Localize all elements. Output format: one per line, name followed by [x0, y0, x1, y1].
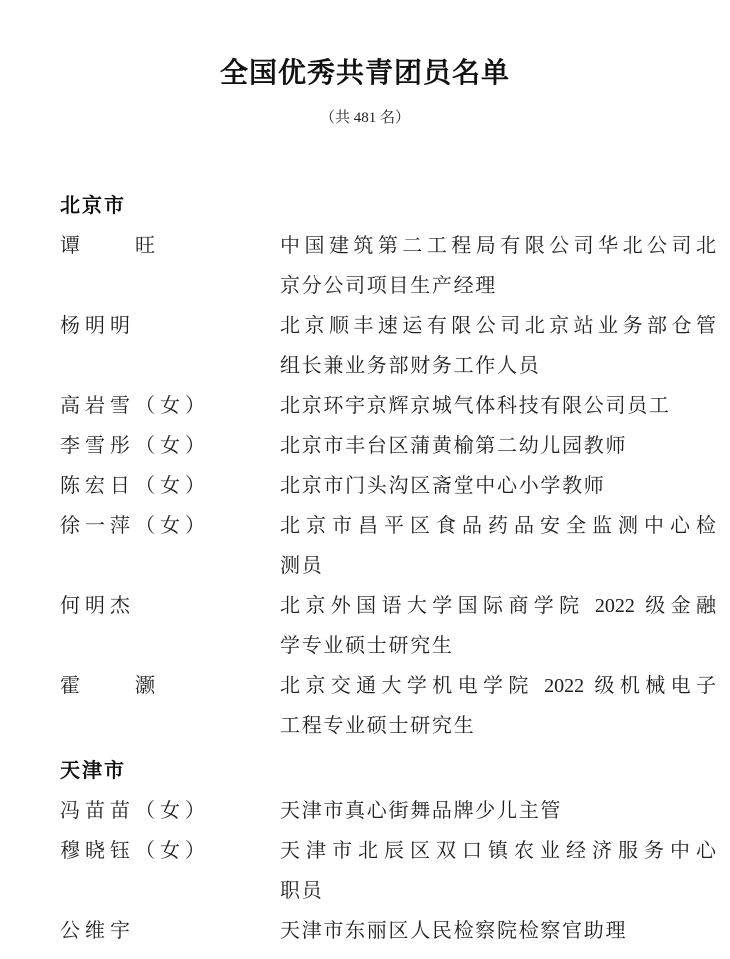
entry-description: [280, 831, 716, 911]
entry-description: [280, 911, 716, 951]
entry-row: [60, 386, 716, 426]
description-line: 北京环宇京辉京城气体科技有限公司员工: [280, 395, 671, 417]
entry-description: [280, 506, 716, 586]
entry-row: [60, 506, 716, 586]
section-header: 北京市: [60, 195, 126, 217]
entry-name: 徐一萍（女）: [60, 515, 210, 537]
entry-name: 穆晓钰（女）: [60, 840, 210, 862]
entry-row: [60, 466, 716, 506]
entry-description: [280, 386, 716, 426]
entry-name: 何明杰: [60, 595, 135, 617]
page-subtitle: （共 481 名）: [319, 110, 410, 126]
entry-row: [60, 306, 716, 386]
entry-description: [280, 586, 716, 666]
entry-description: [280, 666, 716, 746]
description-line: 北京市昌平区食品药品安全监测中心检: [280, 515, 716, 537]
entry-name: 李雪彤（女）: [60, 435, 210, 457]
entry-row: [60, 791, 716, 831]
entry-description: [280, 466, 716, 506]
description-line: 北京市门头沟区斋堂中心小学教师: [280, 475, 606, 497]
description-line: 京分公司项目生产经理: [280, 275, 497, 297]
entry-description: [280, 306, 716, 386]
entry-name: 公维宇: [60, 920, 135, 942]
description-line: 中国建筑第二工程局有限公司华北公司北: [280, 235, 716, 257]
description-line: 北京市丰台区蒲黄榆第二幼儿园教师: [280, 435, 628, 457]
page-title: 全国优秀共青团员名单: [219, 58, 510, 89]
entry-name: 谭 旺: [60, 235, 160, 257]
description-line: 北京外国语大学国际商学院 2022 级金融: [280, 595, 716, 617]
entry-row: [60, 911, 716, 951]
entry-row: [60, 426, 716, 466]
entry-name: 陈宏日（女）: [60, 475, 210, 497]
description-line: 职员: [280, 880, 324, 902]
entry-name: 高岩雪（女）: [60, 395, 210, 417]
entry-row: [60, 586, 716, 666]
entry-description: [280, 426, 716, 466]
section-天津市: [60, 751, 716, 951]
entry-name: 冯苗苗（女）: [60, 800, 210, 822]
entry-row: [60, 831, 716, 911]
name-list: [0, 186, 730, 951]
entry-row: [60, 226, 716, 306]
description-line: 学专业硕士研究生: [280, 635, 454, 657]
description-line: 天津市真心街舞品牌少儿主管: [280, 800, 563, 822]
entry-name: 霍 灏: [60, 675, 160, 697]
description-line: 测员: [280, 555, 324, 577]
description-line: 天津市东丽区人民检察院检察官助理: [280, 920, 628, 942]
entry-row: [60, 666, 716, 746]
description-line: 组长兼业务部财务工作人员: [280, 355, 541, 377]
entry-description: [280, 791, 716, 831]
entry-name: 杨明明: [60, 315, 135, 337]
entry-description: [280, 226, 716, 306]
section-header: 天津市: [60, 760, 126, 782]
description-line: 北京顺丰速运有限公司北京站业务部仓管: [280, 315, 716, 337]
section-北京市: [60, 186, 716, 746]
description-line: 工程专业硕士研究生: [280, 715, 476, 737]
description-line: 天津市北辰区双口镇农业经济服务中心: [280, 840, 716, 862]
description-line: 北京交通大学机电学院 2022 级机械电子: [280, 675, 716, 697]
